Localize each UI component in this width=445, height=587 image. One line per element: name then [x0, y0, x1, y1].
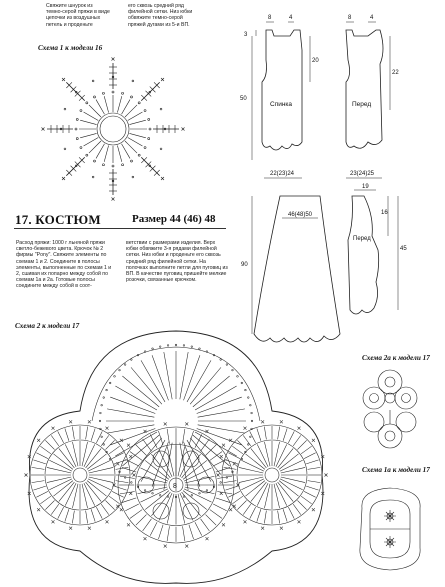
scheme2-chart	[10, 325, 342, 587]
title-rule	[14, 228, 226, 229]
scheme2-caption: Схема 2 к модели 17	[15, 322, 80, 330]
front-label: Перед	[352, 101, 372, 108]
scheme1-caption: Схема 1 к модели 16	[38, 44, 103, 52]
top-text-col2: его сквозь средний ряд филейной сетки. Низ юбки обвяжите темно-серой пряжей дугами из 5-и ВП.	[128, 3, 193, 28]
front2-piece-outline	[348, 196, 379, 314]
dim-50: 50	[240, 96, 247, 102]
garment-schematics	[228, 0, 445, 350]
dim-22-23-24: 22(23)24	[270, 171, 295, 177]
dim-22: 22	[392, 70, 399, 76]
dim-4b: 4	[370, 15, 374, 21]
dim-4a: 4	[289, 15, 293, 21]
dim-3: 3	[244, 32, 248, 38]
dim-8a: 8	[268, 15, 272, 21]
dim-19: 19	[362, 184, 369, 190]
top-text-col1: Свяжите шнурок из темно-серой пряжи в виде цепочки из воздушных петель и проденьте	[46, 3, 110, 28]
dim-20: 20	[312, 58, 319, 64]
front2-label: Перед	[353, 236, 371, 242]
dim-23-24-25: 23(24)25	[350, 171, 375, 177]
section-title: 17. КОСТЮМ	[15, 212, 101, 227]
dim-8b: 8	[348, 15, 352, 21]
scheme2a-chart	[350, 366, 430, 456]
back-piece-outline	[262, 30, 302, 150]
scheme1-chart	[28, 54, 198, 204]
back-label: Спинка	[270, 101, 293, 108]
scheme2a-caption: Схема 2а к модели 17	[362, 354, 430, 362]
dim-46-48-50: 46(48)50	[288, 212, 313, 218]
svg-text:8: 8	[173, 483, 177, 490]
dim-16: 16	[381, 210, 388, 216]
size-title: Размер 44 (46) 48	[132, 213, 216, 225]
scheme1a-caption: Схема 1а к модели 17	[362, 466, 430, 474]
dim-90: 90	[241, 262, 248, 268]
front-piece-outline	[346, 30, 383, 148]
body-text-col2: ветствии с размерами изделия. Верх юбки обвяжите 3-я рядами филейной сетки. Низ юбки и проденьте его сквозь средний ряд филейной сетки. На полочках выполните петли для пуговиц из ВП. В качестве пуговиц пришейте мелкие розочки, связанные крючком.	[126, 240, 228, 284]
scheme1a-chart	[350, 478, 430, 578]
dim-45: 45	[400, 246, 407, 252]
body-text-col1: Расход пряжи: 1000 г льняной пряжи светло-бежевого цвета. Крючок № 2 фирмы "Pony". Свяжите элементы по схемам 1 и 2. Соедините в полосы элементы, выполненные по схемам 1 и 2, сшивая их попарно между собой по схемам 1а и 2а. Готовые полосы соедините между собой в соот-	[16, 240, 112, 290]
